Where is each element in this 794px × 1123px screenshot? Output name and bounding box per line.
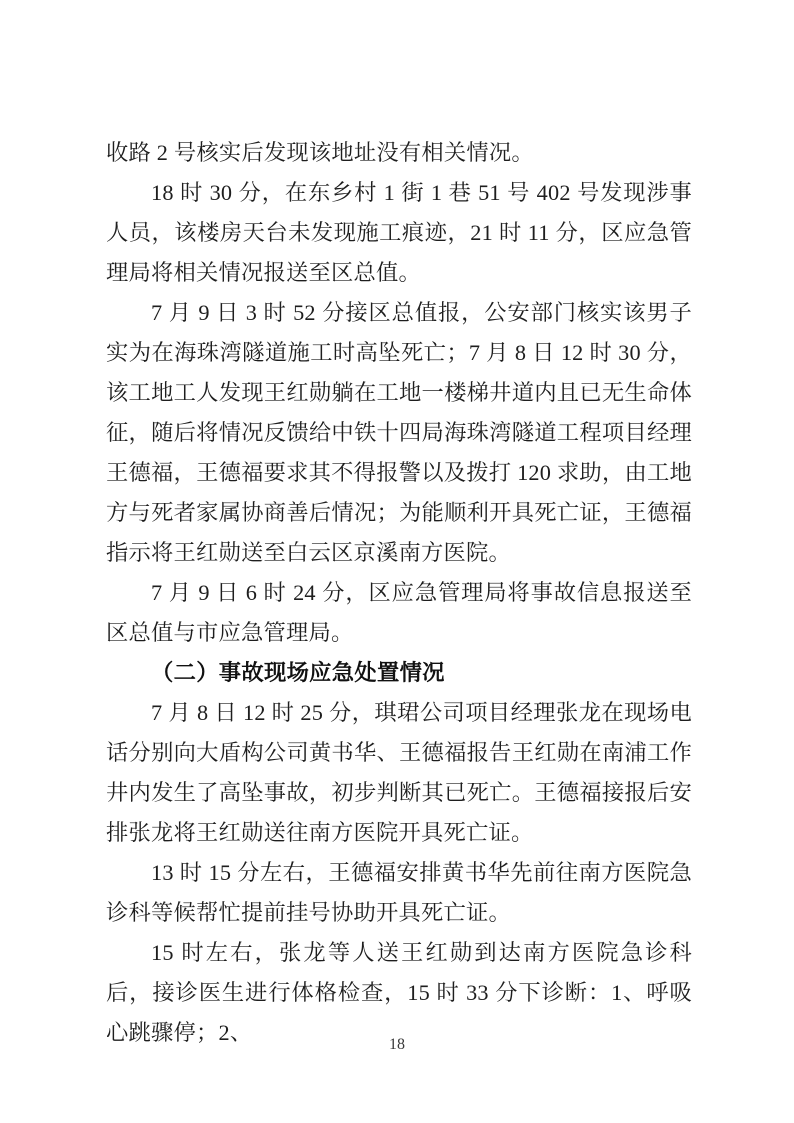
section-heading: （二）事故现场应急处置情况 bbox=[151, 660, 445, 686]
body-paragraph: 收路 2 号核实后发现该地址没有相关情况。 bbox=[106, 140, 534, 165]
body-paragraph: 7 月 9 日 3 时 52 分接区总值报，公安部门核实该男子实为在海珠湾隧道施工时高坠死亡；7 月 8 日 12 时 30 分，该工地工人发现王红勋躺在工地一楼梯井道内且已无生命体征，随后将情况反馈给中铁十四局海珠湾隧道工程项目经理王德福，王德福要求其不得报警以及拨打 120 求助，由工地方与死者家属协商善后情况；为能顺利开具死亡证，王德福指示将王红勋送至白云区京溪南方医院。 bbox=[106, 300, 692, 565]
body-paragraph: 15 时左右，张龙等人送王红勋到达南方医院急诊科后，接诊医生进行体格检查，15 时 33 分下诊断：1、呼吸心跳骤停；2、 bbox=[106, 940, 692, 1045]
body-paragraph: 7 月 9 日 6 时 24 分，区应急管理局将事故信息报送至区总值与市应急管理局。 bbox=[106, 580, 692, 645]
page-number: 18 bbox=[389, 1036, 405, 1053]
body-paragraph: 7 月 8 日 12 时 25 分，琪珺公司项目经理张龙在现场电话分别向大盾构公司黄书华、王德福报告王红勋在南浦工作井内发生了高坠事故，初步判断其已死亡。王德福接报后安排张龙将王红勋送往南方医院开具死亡证。 bbox=[106, 700, 692, 845]
document-body bbox=[106, 133, 692, 1053]
body-paragraph: 13 时 15 分左右，王德福安排黄书华先前往南方医院急诊科等候帮忙提前挂号协助开具死亡证。 bbox=[106, 860, 692, 925]
body-paragraph: 18 时 30 分，在东乡村 1 街 1 巷 51 号 402 号发现涉事人员，该楼房天台未发现施工痕迹，21 时 11 分，区应急管理局将相关情况报送至区总值。 bbox=[106, 180, 692, 285]
